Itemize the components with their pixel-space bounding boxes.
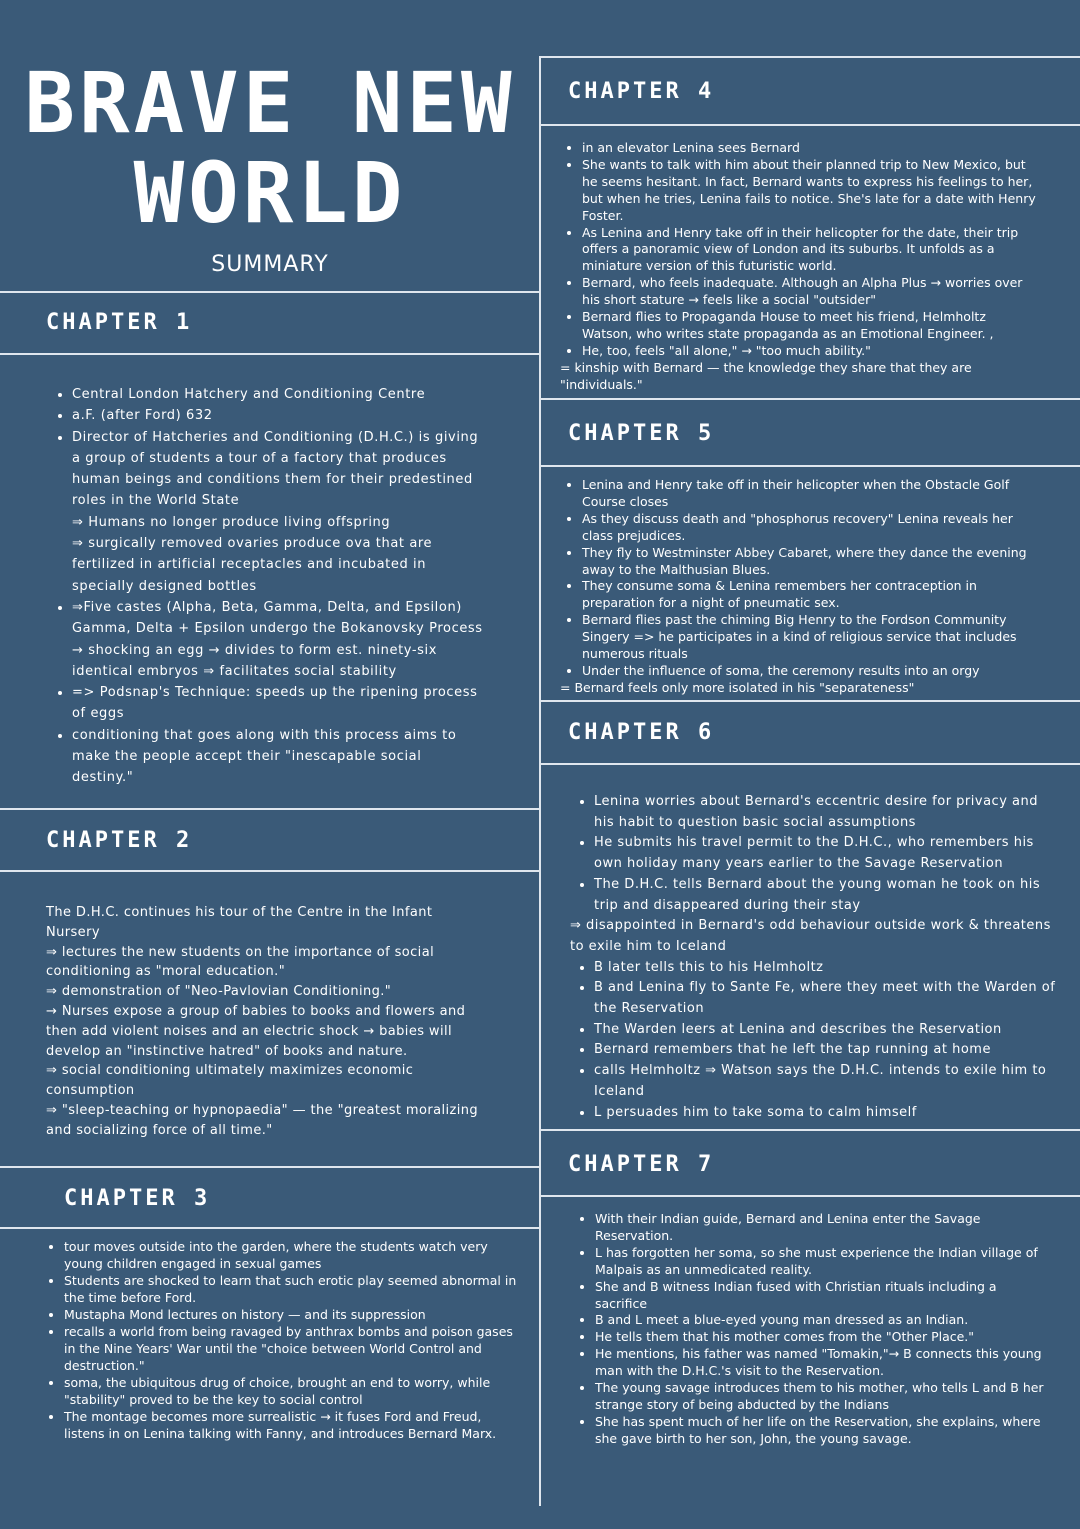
text-line: ⇒ demonstration of "Neo-Pavlovian Conditioning.": [46, 984, 392, 1000]
divider: [541, 700, 1080, 702]
list-item-text: Director of Hatcheries and Conditioning (D.H.C.) is giving a group of students a tour of a factory that produces human beings and conditions them for their predestined roles in the World State: [72, 429, 479, 509]
chapter7-heading: CHAPTER 7: [568, 1152, 715, 1177]
list-item: [72, 427, 484, 597]
chapter5-summary-line: = Bernard feels only more isolated in his "separateness": [560, 679, 915, 695]
list-item: • => Podsnap's Technique: speeds up the ripening process of eggs: [72, 682, 484, 725]
list-item: • calls Helmholtz ⇒ Watson says the D.H.C. intends to exile him to Iceland: [594, 1061, 1058, 1102]
chapter4-summary-line: = kinship with Bernard — the knowledge they share that they are "individuals.": [560, 359, 972, 392]
list-item: • He submits his travel permit to the D.H.C., who remembers his own holiday many years earlier to the Savage Reservation: [594, 833, 1058, 874]
list-item: • B and L meet a blue-eyed young man dressed as an Indian.: [595, 1312, 1051, 1329]
sub-item: ⇒ Humans no longer produce living offspring: [72, 514, 391, 530]
page-title-line1: BRAVE NEW: [24, 54, 516, 152]
list-item: • With their Indian guide, Bernard and Lenina enter the Savage Reservation.: [595, 1211, 1051, 1245]
list-item: • The montage becomes more surrealistic → it fuses Ford and Freud, listens in on Lenina talking with Fanny, and introduces Bernard Marx.: [64, 1408, 518, 1442]
divider: [541, 398, 1080, 400]
list-item: • Bernard flies to Propaganda House to meet his friend, Helmholtz Watson, who writes state propaganda as an Emotional Engineer. ,: [582, 309, 1040, 343]
list-item: • ⇒Five castes (Alpha, Beta, Gamma, Delta, and Epsilon) Gamma, Delta + Epsilon undergo the Bokanovsky Process → shocking an egg → divides to form est. ninety-six identical embryos ⇒ facilitates social stability: [72, 597, 484, 682]
chapter1-heading: CHAPTER 1: [46, 310, 193, 335]
list-item: • The D.H.C. tells Bernard about the young woman he took on his trip and disappeared during their stay: [594, 875, 1058, 916]
list-item: • Lenina and Henry take off in their helicopter when the Obstacle Golf Course closes: [582, 477, 1040, 511]
text-line: → Nurses expose a group of babies to books and flowers and then add violent noises and an electric shock → babies will develop an "instinctive hatred" of books and nature.: [46, 1003, 466, 1059]
chapter6-heading: CHAPTER 6: [568, 720, 715, 745]
list-item: • He mentions, his father was named "Tomakin,"→ B connects this young man with the D.H.C.'s visit to the Reservation.: [595, 1346, 1051, 1380]
list-item: • Under the influence of soma, the ceremony results into an orgy: [582, 663, 1040, 680]
text-line: ⇒ "sleep-teaching or hypnopaedia" — the "greatest moralizing and socializing force of all time.": [46, 1102, 479, 1138]
divider: [0, 353, 539, 355]
text-line: ⇒ social conditioning ultimately maximizes economic consumption: [46, 1063, 414, 1099]
text-line: The D.H.C. continues his tour of the Centre in the Infant Nursery: [46, 905, 433, 940]
list-item: • He tells them that his mother comes from the "Other Place.": [595, 1329, 1051, 1346]
divider: [0, 1166, 539, 1168]
list-item: • The Warden leers at Lenina and describes the Reservation: [594, 1020, 1058, 1041]
list-item: • As Lenina and Henry take off in their helicopter for the date, their trip offers a panoramic view of London and its suburbs. It unfolds as a miniature version of this futuristic world.: [582, 225, 1040, 276]
divider: [541, 124, 1080, 126]
list-item: • He, too, feels "all alone," → "too much ability.": [582, 343, 1040, 360]
sub-item: ⇒ surgically removed ovaries produce ova that are fertilized in artificial receptacles and incubated in specially designed bottles: [72, 536, 433, 594]
list-item: • Lenina worries about Bernard's eccentric desire for privacy and his habit to question basic social assumptions: [594, 792, 1058, 833]
list-item: • soma, the ubiquitous drug of choice, brought an end to worry, while "stability" proved to be the key to social control: [64, 1374, 518, 1408]
list-item: • She and B witness Indian fused with Christian rituals including a sacrifice: [595, 1279, 1051, 1313]
divider: [541, 763, 1080, 765]
chapter6-mid-line: ⇒ disappointed in Bernard's odd behaviour outside work & threatens to exile him to Iceland: [570, 918, 1051, 954]
page-title-line2: WORLD: [133, 144, 407, 242]
chapter5-heading: CHAPTER 5: [568, 421, 715, 446]
list-item: • Bernard flies past the chiming Big Henry to the Fordson Community Singery => he participates in a kind of religious service that includes numerous rituals: [582, 612, 1040, 663]
list-item: • a.F. (after Ford) 632: [72, 405, 484, 426]
list-item: • L has forgotten her soma, so she must experience the Indian village of Malpais as an unmedicated reality.: [595, 1245, 1051, 1279]
divider: [0, 870, 539, 872]
list-item: • They consume soma & Lenina remembers her contraception in preparation for a night of pneumatic sex.: [582, 578, 1040, 612]
divider: [0, 1227, 539, 1229]
list-item: • The young savage introduces them to his mother, who tells L and B her strange story of being abducted by the Indians: [595, 1380, 1051, 1414]
chapter3-heading: CHAPTER 3: [64, 1186, 211, 1211]
list-item: • L persuades him to take soma to calm himself: [594, 1103, 1058, 1124]
divider: [541, 465, 1080, 467]
list-item: • She wants to talk with him about their planned trip to New Mexico, but he seems hesitant. In fact, Bernard wants to express his feelings to her, but when he tries, Lenina fails to notice. She's late for a date with Henry Foster.: [582, 157, 1040, 225]
list-item: • Students are shocked to learn that such erotic play seemed abnormal in the time before Ford.: [64, 1272, 518, 1306]
chapter4-content: [560, 140, 1040, 394]
divider: [541, 56, 1080, 58]
list-item: • Bernard remembers that he left the tap running at home: [594, 1040, 1058, 1061]
list-item: • Mustapha Mond lectures on history — and its suppression: [64, 1306, 518, 1323]
divider: [0, 808, 539, 810]
chapter4-heading: CHAPTER 4: [568, 79, 715, 104]
list-item: • Central London Hatchery and Conditioning Centre: [72, 384, 484, 405]
divider: [541, 1129, 1080, 1131]
text-line: ⇒ lectures the new students on the importance of social conditioning as "moral education.": [46, 944, 435, 980]
page-subtitle: SUMMARY: [211, 252, 329, 277]
chapter2-heading: CHAPTER 2: [46, 828, 193, 853]
chapter6-content: [570, 792, 1058, 1123]
list-item: • They fly to Westminster Abbey Cabaret, where they dance the evening away to the Malthusian Blues.: [582, 545, 1040, 579]
list-item: • recalls a world from being ravaged by anthrax bombs and poison gases in the Nine Years' War until the "choice between World Control and destruction.": [64, 1323, 518, 1374]
chapter2-content: [46, 903, 486, 1141]
list-item: • As they discuss death and "phosphorus recovery" Lenina reveals her class prejudices.: [582, 511, 1040, 545]
list-item: • in an elevator Lenina sees Bernard: [582, 140, 1040, 157]
chapter7-content: [573, 1211, 1051, 1448]
chapter3-content: [46, 1238, 518, 1442]
chapter1-content: [54, 384, 484, 789]
list-item: • She has spent much of her life on the Reservation, she explains, where she gave birth to her son, John, the young savage.: [595, 1414, 1051, 1448]
list-item: • conditioning that goes along with this process aims to make the people accept their "inescapable social destiny.": [72, 725, 484, 789]
list-item: • Bernard, who feels inadequate. Although an Alpha Plus → worries over his short stature → feels like a social "outsider": [582, 275, 1040, 309]
divider: [541, 1195, 1080, 1197]
chapter5-content: [560, 477, 1040, 697]
list-item: • B and Lenina fly to Sante Fe, where they meet with the Warden of the Reservation: [594, 978, 1058, 1019]
list-item: • B later tells this to his Helmholtz: [594, 958, 1058, 979]
list-item: • tour moves outside into the garden, where the students watch very young children engaged in sexual games: [64, 1238, 518, 1272]
divider: [0, 291, 539, 293]
